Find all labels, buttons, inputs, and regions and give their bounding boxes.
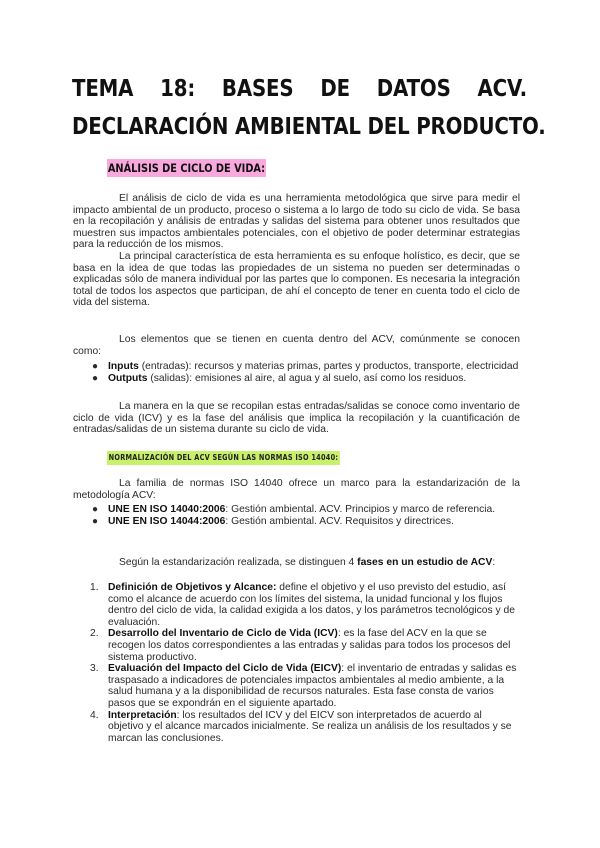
paragraph — [73, 557, 520, 569]
list-item — [73, 516, 520, 528]
title-word: TEMA — [72, 76, 134, 102]
list-number: 4. — [90, 709, 99, 721]
phase-text: define el objetivo y el uso previsto del estudio, así como el alcance de acuerdo con los límites del sistema, la unidad funcional y los flujos dentro del ciclo de vida, la calidad exigida a los datos, y los parámetros tecnológicos y de evaluación. — [108, 582, 515, 628]
title-line-2: DECLARACIÓN AMBIENTAL DEL PRODUCTO. — [72, 114, 546, 140]
phases-intro-end: : — [492, 557, 496, 568]
paragraph: La principal característica de esta herramienta es su enfoque holístico, es decir, que se basa en la idea de que todas las propiedades de un sistema no pueden ser determinadas o explicadas sólo de manera individual por las partes que lo componen. Es necesaria la integración total de todos los aspectos que participan, de ahí el concepto de tener en cuenta todo el ciclo de vida del sistema. — [73, 250, 520, 309]
list-item — [73, 710, 520, 745]
list-number: 1. — [90, 582, 99, 593]
io-list — [73, 361, 520, 384]
phase-text: : los resultados del ICV y del EICV son interpretados de acuerdo al objetivo y el alcance marcados inicialmente. Se realiza un análisis de los resultados y se marcan las conclusiones. — [108, 709, 512, 744]
phase-text: : el inventario de entradas y salidas es traspasado a indicadores de potenciales impactos ambientales al medio ambiente, a la salud humana y a la disponibilidad de recursos naturales. Esta fase consta de varios pasos que se expondrán en el siguiente apartado. — [108, 663, 517, 709]
bullet-term: Inputs — [108, 361, 139, 372]
phase-term: Evaluación del Impacto del Ciclo de Vida (EICV) — [108, 663, 342, 675]
title-word: 18: — [160, 76, 196, 102]
elements-intro — [73, 334, 520, 357]
bullet-icon: ● — [92, 372, 99, 384]
inventory-paragraph — [73, 401, 520, 436]
title-word: ACV. — [477, 76, 527, 102]
title-word: DE — [320, 76, 350, 102]
list-item — [73, 373, 520, 385]
bullet-text: : Gestión ambiental. ACV. Requisitos y directrices. — [225, 515, 454, 527]
section-heading-lca: ANÁLISIS DE CICLO DE VIDA: — [107, 161, 266, 175]
phase-term: Definición de Objetivos y Alcance: — [108, 582, 277, 593]
list-number: 2. — [90, 628, 99, 640]
paragraph: El análisis de ciclo de vida es una herramienta metodológica que sirve para medir el impacto ambiental de un producto, proceso o sistema a lo largo de todo su ciclo de vida. Se basa en la recopilación y análisis de entradas y salidas del sistema para obtener unos resultados que muestren sus impactos ambientales potenciales, con el objetivo de poder determinar estrategias para la reducción de los mismos. — [73, 193, 520, 251]
title-word: DATOS — [376, 76, 451, 102]
phases-intro — [73, 557, 520, 569]
list-item — [73, 361, 520, 373]
list-item — [73, 663, 520, 709]
phases-intro-text: Según la estandarización realizada, se distinguen 4 — [119, 557, 358, 568]
list-item — [73, 582, 520, 628]
paragraph: La manera en la que se recopilan estas entradas/salidas se conoce como inventario de ciclo de vida (ICV) y es la fase del análisis que implica la recopilación y la cuantificación de entradas/salidas de un sistema durante su ciclo de vida. — [73, 401, 520, 436]
bullet-text: : Gestión ambiental. ACV. Principios y marco de referencia. — [225, 504, 496, 515]
paragraph: La familia de normas ISO 14040 ofrece un marco para la estandarización de la metodología ACV: — [73, 478, 520, 501]
paragraph: Los elementos que se tienen en cuenta dentro del ACV, comúnmente se conocen como: — [73, 334, 520, 357]
phases-intro-bold: fases en un estudio de ACV — [357, 557, 493, 568]
phase-text: : es la fase del ACV en la que se recogen los datos correspondientes a las entradas y salidas para todos los procesos del sistema productivo. — [108, 628, 511, 663]
bullet-icon: ● — [92, 361, 99, 372]
list-number: 3. — [90, 663, 99, 675]
title-word: BASES — [221, 76, 294, 102]
bullet-text: (salidas): emisiones al aire, al agua y al suelo, así como los residuos. — [147, 372, 467, 384]
section1-body — [73, 193, 520, 309]
phase-term: Desarrollo del Inventario de Ciclo de Vida (ICV) — [108, 628, 338, 640]
title-line-1 — [72, 76, 527, 102]
iso-intro — [73, 478, 520, 501]
phases-list — [73, 582, 520, 744]
iso-list — [73, 504, 520, 527]
list-item — [73, 628, 520, 663]
bullet-icon: ● — [92, 515, 99, 527]
bullet-icon: ● — [92, 504, 99, 515]
phase-term: Interpretación — [108, 709, 177, 721]
section-heading-iso: NORMALIZACIÓN DEL ACV SEGÚN LAS NORMAS ISO 14040: — [107, 451, 340, 465]
bullet-term: UNE EN ISO 14044:2006 — [108, 515, 226, 527]
bullet-term: UNE EN ISO 14040:2006 — [108, 504, 226, 515]
bullet-text: (entradas): recursos y materias primas, partes y productos, transporte, electricidad — [138, 361, 519, 372]
list-item — [73, 504, 520, 516]
bullet-term: Outputs — [108, 372, 148, 384]
